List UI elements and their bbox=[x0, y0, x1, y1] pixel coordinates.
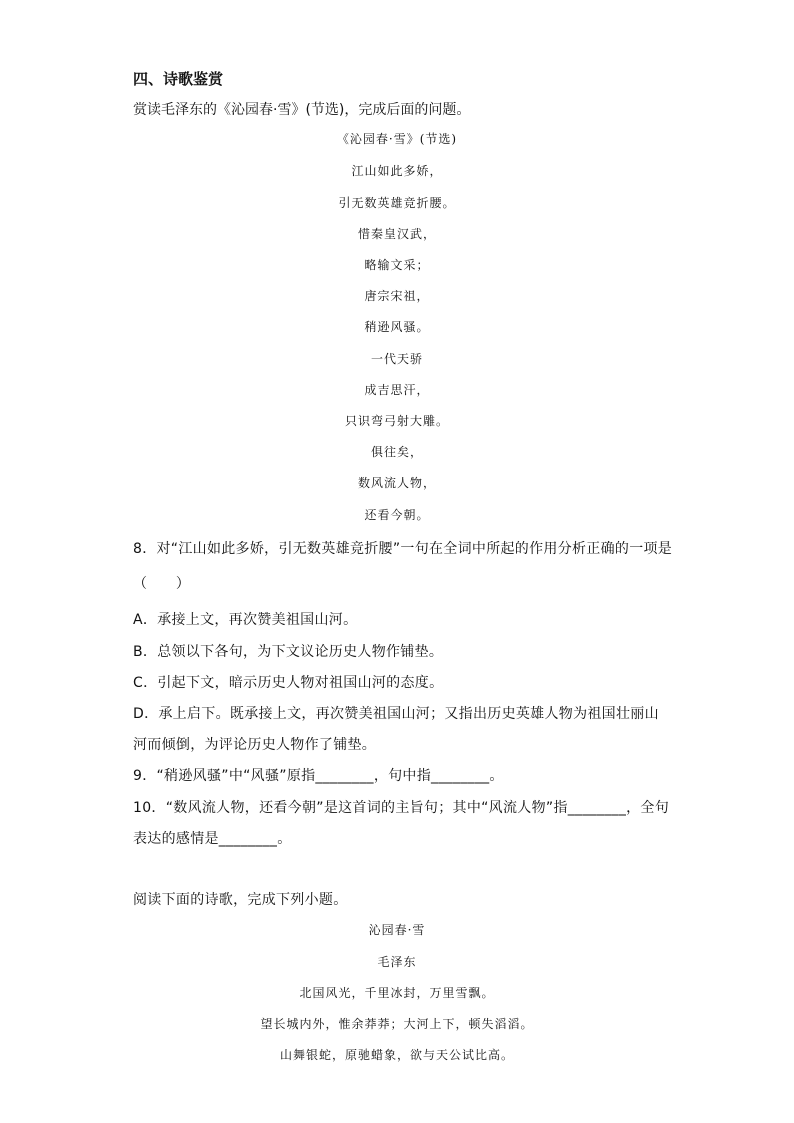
poem1-line: 数风流人物， bbox=[357, 476, 436, 490]
poem1-line: 江山如此多娇， bbox=[351, 164, 443, 178]
poem1-line: 稍逊风骚。 bbox=[364, 320, 430, 334]
poem1-line: 只识弯弓射大雕。 bbox=[344, 414, 449, 428]
question-8-option-c: C．引起下文，暗示历史人物对祖国山河的态度。 bbox=[133, 675, 444, 691]
question-8-option-d: D．承上启下。既承接上文，再次赞美祖国山河；又指出历史英雄人物为祖国壮丽山 bbox=[133, 706, 659, 722]
poem1-line: 唐宗宋祖， bbox=[364, 289, 430, 303]
poem2-author: 毛泽东 bbox=[377, 955, 417, 969]
poem2-title: 沁园春·雪 bbox=[368, 923, 426, 937]
poem1-line: 还看今朝。 bbox=[364, 508, 430, 522]
poem2-line: 山舞银蛇，原驰蜡象，欲与天公试比高。 bbox=[279, 1048, 514, 1062]
question-10-cont: 表达的感情是________。 bbox=[133, 831, 292, 847]
poem1-line: 一代天骄 bbox=[370, 352, 423, 366]
poem1-line: 惜秦皇汉武， bbox=[357, 227, 436, 241]
poem2-line: 望长城内外，惟余莽莽；大河上下，顿失滔滔。 bbox=[260, 1017, 534, 1031]
poem1-line: 略输文采； bbox=[364, 258, 430, 272]
section-heading: 四、诗歌鉴赏 bbox=[133, 70, 224, 88]
question-10: 10．“数风流人物，还看今朝”是这首词的主旨句；其中“风流人物”指________，全句 bbox=[133, 800, 670, 816]
question-8-option-b: B．总领以下各句，为下文议论历史人物作铺垫。 bbox=[133, 644, 444, 660]
poem1-title: 《沁园春·雪》(节选) bbox=[336, 132, 458, 146]
question-9: 9．“稍逊风骚”中“风骚”原指________，句中指________。 bbox=[133, 768, 504, 784]
poem1-line: 成吉思汗， bbox=[364, 383, 430, 397]
question-8-option-a: A．承接上文，再次赞美祖国山河。 bbox=[133, 612, 358, 628]
question-8-answer-blank: （ ） bbox=[133, 576, 191, 592]
section-intro: 赏读毛泽东的《沁园春·雪》(节选)，完成后面的问题。 bbox=[133, 102, 471, 118]
poem1-line: 引无数英雄竞折腰。 bbox=[338, 196, 456, 210]
poem1-line: 俱往矣， bbox=[370, 445, 423, 459]
poem2-line: 北国风光，千里冰封，万里雪飘。 bbox=[299, 986, 495, 1000]
section2-intro: 阅读下面的诗歌，完成下列小题。 bbox=[133, 892, 348, 908]
question-8-stem: 8．对“江山如此多娇，引无数英雄竞折腰”一句在全词中所起的作用分析正确的一项是 bbox=[133, 541, 673, 557]
question-8-option-d-cont: 河而倾倒，为评论历史人物作了铺垫。 bbox=[133, 737, 377, 753]
